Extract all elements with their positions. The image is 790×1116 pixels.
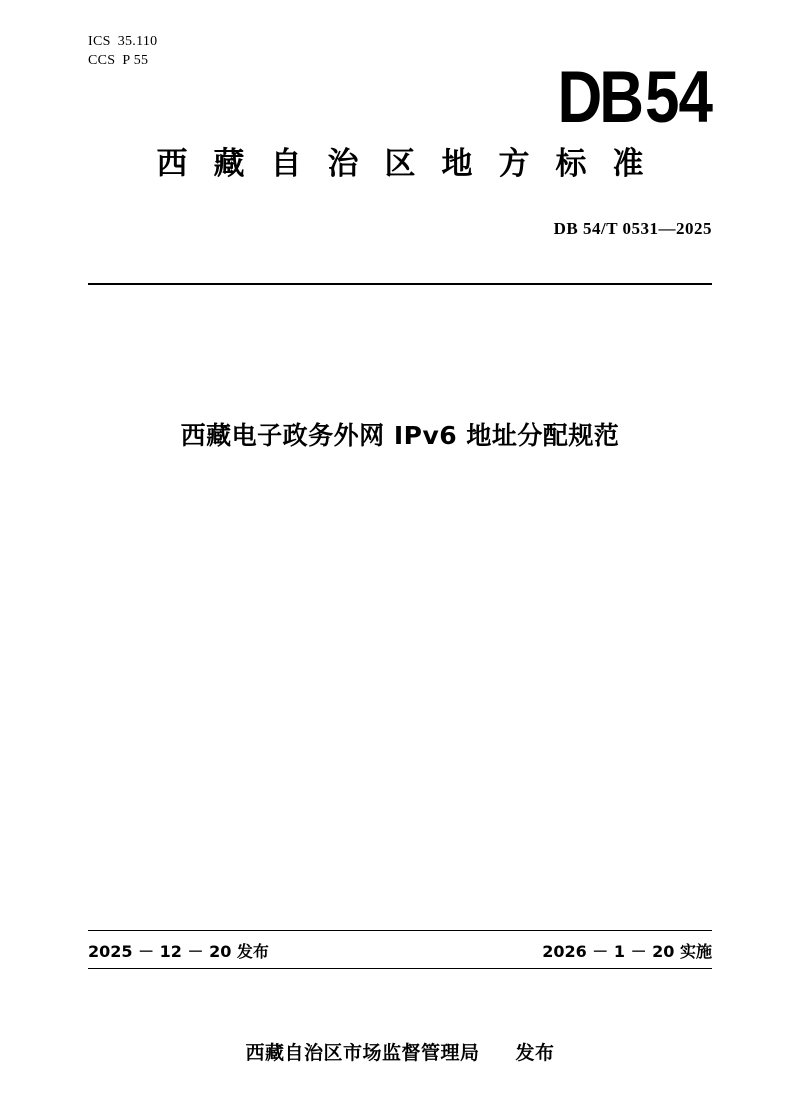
publisher-line bbox=[88, 1038, 712, 1065]
ics-label: ICS bbox=[88, 34, 111, 49]
ics-value: 35.110 bbox=[117, 34, 158, 49]
ccs-code-line bbox=[88, 51, 157, 70]
ccs-value: P 55 bbox=[122, 53, 149, 68]
series-name-char: 地 bbox=[441, 146, 473, 182]
standard-number: DB 54/T 0531—2025 bbox=[553, 219, 712, 238]
series-name-char: 准 bbox=[612, 146, 644, 182]
db-logo-prefix: DB bbox=[557, 57, 642, 139]
series-name-char: 西 bbox=[156, 146, 188, 182]
series-name-char: 方 bbox=[498, 146, 530, 182]
date-row bbox=[88, 938, 712, 966]
footer-divider-top bbox=[88, 930, 712, 931]
db-logo bbox=[557, 57, 712, 139]
publish-date: 2025 － 12 － 20 发布 bbox=[88, 942, 269, 961]
header-divider bbox=[88, 283, 712, 285]
series-name-char: 治 bbox=[327, 146, 359, 182]
series-name-char: 自 bbox=[270, 146, 302, 182]
publisher-action: 发布 bbox=[515, 1042, 555, 1064]
standard-series-name bbox=[88, 143, 712, 185]
series-name-char: 标 bbox=[555, 146, 587, 182]
series-name-char: 藏 bbox=[213, 146, 245, 182]
page-title: 西藏电子政务外网 IPv6 地址分配规范 bbox=[180, 421, 620, 450]
effective-date: 2026 － 1 － 20 实施 bbox=[542, 942, 712, 961]
classification-codes bbox=[88, 32, 157, 70]
db-logo-number: 54 bbox=[645, 57, 712, 139]
ics-code-line bbox=[88, 32, 157, 51]
ccs-label: CCS bbox=[88, 53, 116, 68]
series-name-char: 区 bbox=[384, 146, 416, 182]
footer-divider-bottom bbox=[88, 968, 712, 969]
publisher-name: 西藏自治区市场监督管理局 bbox=[245, 1042, 480, 1064]
